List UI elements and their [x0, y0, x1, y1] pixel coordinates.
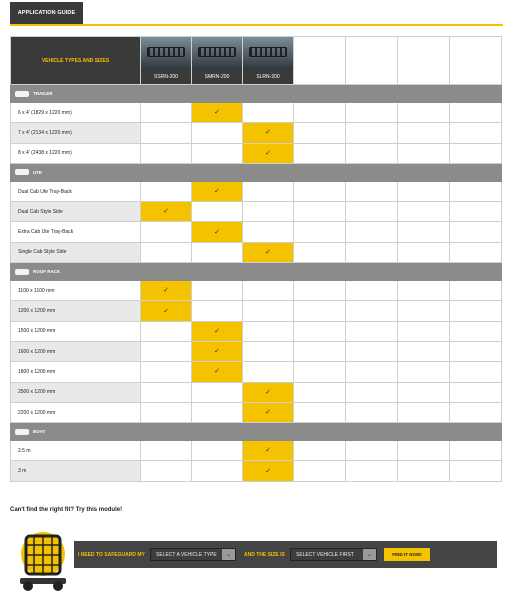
section-inner	[11, 169, 501, 175]
check-icon: ✓	[265, 467, 271, 475]
empty-cell	[294, 402, 346, 422]
empty-cell	[346, 181, 398, 201]
empty-cell	[294, 242, 346, 262]
empty-cell	[398, 382, 450, 402]
check-icon: ✓	[214, 348, 220, 356]
empty-cell	[141, 143, 192, 163]
empty-cell	[398, 461, 450, 481]
empty-cell	[346, 143, 398, 163]
section-inner	[11, 429, 501, 435]
empty-cell	[294, 321, 346, 341]
empty-cell	[192, 301, 243, 321]
tab-application-guide[interactable]: APPLICATION GUIDE	[10, 2, 83, 24]
product-ssrn[interactable]: SSRN-200	[141, 37, 192, 85]
empty-cell	[346, 123, 398, 143]
finder-middle: AND THE SIZE IS	[244, 551, 285, 558]
table-row	[11, 402, 502, 422]
empty-cell	[141, 341, 192, 361]
check-icon: ✓	[265, 129, 271, 137]
finder-prefix: I NEED TO SAFEGUARD MY	[78, 551, 145, 558]
row-label: 6 x 4' (1829 x 1220 mm)	[11, 103, 141, 123]
empty-cell	[398, 242, 450, 262]
empty-cell	[141, 362, 192, 382]
empty-cell	[141, 222, 192, 242]
row-label: Single Cab Style Side	[11, 242, 141, 262]
empty-cell	[346, 321, 398, 341]
table-row	[11, 202, 502, 222]
empty-cell	[141, 181, 192, 201]
section-header	[11, 423, 502, 441]
empty-cell	[192, 242, 243, 262]
empty-cell	[141, 461, 192, 481]
empty-cell	[192, 202, 243, 222]
row-label: 1500 x 1200 mm	[11, 321, 141, 341]
table-row	[11, 461, 502, 481]
table-row	[11, 362, 502, 382]
empty-cell	[294, 222, 346, 242]
empty-cell	[398, 321, 450, 341]
empty-cell	[398, 222, 450, 242]
empty-cell	[294, 181, 346, 201]
empty-cell	[450, 181, 502, 201]
row-label: 3 m	[11, 461, 141, 481]
empty-cell	[294, 281, 346, 301]
empty-cell	[398, 202, 450, 222]
empty-cell	[243, 321, 294, 341]
row-label: 1200 x 1200 mm	[11, 301, 141, 321]
section-header	[11, 163, 502, 181]
section-row	[11, 263, 502, 281]
fit-cell	[192, 321, 243, 341]
empty-cell	[450, 301, 502, 321]
empty-cell	[243, 222, 294, 242]
empty-cell	[398, 281, 450, 301]
vehicle-icon	[15, 429, 29, 435]
vehicle-icon	[15, 269, 29, 275]
row-label: 7 x 4' (2134 x 1220 mm)	[11, 123, 141, 143]
fit-cell	[141, 281, 192, 301]
empty-cell	[192, 461, 243, 481]
chevron-down-icon: ⌄	[222, 549, 235, 560]
empty-cell	[450, 281, 502, 301]
fit-cell	[192, 103, 243, 123]
empty-cell	[450, 362, 502, 382]
fit-cell	[243, 441, 294, 461]
fit-cell	[243, 143, 294, 163]
table-row	[11, 123, 502, 143]
cargo-net-icon	[18, 528, 68, 593]
empty-cell	[398, 402, 450, 422]
row-label: Dual Cab Style Side	[11, 202, 141, 222]
empty-cell	[192, 281, 243, 301]
fit-cell	[243, 461, 294, 481]
fit-cell	[243, 382, 294, 402]
empty-cell	[141, 382, 192, 402]
empty-cell	[450, 143, 502, 163]
empty-cell	[450, 242, 502, 262]
check-icon: ✓	[214, 188, 220, 196]
vehicle-size-value: SELECT VEHICLE FIRST	[296, 551, 354, 558]
empty-cell	[243, 181, 294, 201]
empty-cell	[450, 202, 502, 222]
chevron-down-icon: ⌄	[363, 549, 376, 560]
check-icon: ✓	[214, 228, 220, 236]
check-icon: ✓	[214, 368, 220, 376]
empty-cell	[346, 441, 398, 461]
empty-cell	[243, 202, 294, 222]
product-slrn[interactable]: SLRN-200	[243, 37, 294, 85]
empty-cell	[346, 341, 398, 361]
check-icon: ✓	[214, 327, 220, 335]
empty-cell	[346, 242, 398, 262]
row-label: Dual Cab Ute Tray-Back	[11, 181, 141, 201]
cta-heading: Can't find the right fit? Try this module!	[10, 507, 123, 513]
empty-cell	[398, 181, 450, 201]
empty-cell	[294, 143, 346, 163]
empty-cell	[346, 362, 398, 382]
empty-cell	[346, 202, 398, 222]
check-icon: ✓	[265, 149, 271, 157]
empty-cell	[192, 123, 243, 143]
section-inner	[11, 269, 501, 275]
empty-cell	[346, 461, 398, 481]
empty-cell	[450, 222, 502, 242]
product-smrn[interactable]: SMRN-200	[192, 37, 243, 85]
empty-cell	[192, 441, 243, 461]
section-label: BOAT	[33, 429, 46, 435]
empty-cell	[192, 402, 243, 422]
empty-cell	[398, 143, 450, 163]
row-label: 1800 x 1200 mm	[11, 362, 141, 382]
row-label: 2500 x 1200 mm	[11, 382, 141, 402]
empty-cell	[243, 281, 294, 301]
product-image	[141, 37, 191, 71]
vehicle-type-value: SELECT A VEHICLE TYPE	[156, 551, 217, 558]
check-icon: ✓	[163, 287, 169, 295]
empty-cell	[141, 103, 192, 123]
table-row	[11, 341, 502, 361]
empty-cell	[346, 301, 398, 321]
empty-cell	[141, 321, 192, 341]
empty-cell	[294, 123, 346, 143]
product-image	[192, 37, 242, 71]
empty-cell	[294, 103, 346, 123]
row-label: 1600 x 1200 mm	[11, 341, 141, 361]
empty-cell	[450, 37, 502, 85]
table-row	[11, 242, 502, 262]
row-label: 2.5 m	[11, 441, 141, 461]
check-icon: ✓	[265, 409, 271, 416]
check-icon: ✓	[265, 447, 271, 455]
table-row	[11, 222, 502, 242]
section-row	[11, 423, 502, 441]
section-label: ROOF RACK	[33, 269, 61, 275]
table-row	[11, 103, 502, 123]
vehicle-size-select[interactable]	[290, 548, 377, 561]
empty-cell	[294, 202, 346, 222]
fit-cell	[141, 301, 192, 321]
empty-cell	[398, 103, 450, 123]
empty-cell	[450, 382, 502, 402]
empty-cell	[450, 103, 502, 123]
section-inner	[11, 91, 501, 97]
empty-cell	[141, 441, 192, 461]
vehicle-icon	[15, 91, 29, 97]
check-icon: ✓	[163, 307, 169, 315]
fit-cell	[192, 181, 243, 201]
empty-cell	[450, 402, 502, 422]
table-row	[11, 441, 502, 461]
empty-cell	[294, 37, 346, 85]
empty-cell	[243, 103, 294, 123]
empty-cell	[346, 37, 398, 85]
tab-bar	[10, 2, 503, 26]
header-row	[11, 37, 502, 85]
empty-cell	[398, 362, 450, 382]
section-header	[11, 263, 502, 281]
row-label: 1100 x 1100 mm	[11, 281, 141, 301]
empty-cell	[141, 242, 192, 262]
fit-cell	[141, 202, 192, 222]
empty-cell	[192, 382, 243, 402]
check-icon: ✓	[265, 388, 271, 396]
empty-cell	[398, 123, 450, 143]
empty-cell	[294, 341, 346, 361]
section-row	[11, 85, 502, 103]
empty-cell	[294, 441, 346, 461]
empty-cell	[450, 461, 502, 481]
header-title: VEHICLE TYPES AND SIZES	[11, 37, 141, 85]
finder-bar	[74, 541, 497, 568]
empty-cell	[450, 321, 502, 341]
fit-cell	[192, 341, 243, 361]
empty-cell	[346, 402, 398, 422]
section-header	[11, 85, 502, 103]
check-icon: ✓	[163, 208, 169, 216]
table-row	[11, 181, 502, 201]
section-label: TRAILER	[33, 91, 53, 96]
empty-cell	[294, 382, 346, 402]
fit-cell	[243, 242, 294, 262]
empty-cell	[192, 143, 243, 163]
check-icon: ✓	[214, 109, 220, 117]
empty-cell	[243, 341, 294, 361]
fit-cell	[192, 362, 243, 382]
vehicle-icon	[15, 169, 29, 175]
row-label: 8 x 4' (2438 x 1220 mm)	[11, 143, 141, 163]
table-row	[11, 301, 502, 321]
fit-cell	[192, 222, 243, 242]
empty-cell	[294, 362, 346, 382]
fit-cell	[243, 402, 294, 422]
section-row	[11, 163, 502, 181]
empty-cell	[398, 441, 450, 461]
application-guide-table	[10, 36, 502, 482]
find-it-now-button[interactable]: FIND IT NOW!	[384, 548, 430, 561]
empty-cell	[346, 382, 398, 402]
section-label: UTE	[33, 169, 42, 175]
row-label: 2200 x 1200 mm	[11, 402, 141, 422]
empty-cell	[243, 362, 294, 382]
vehicle-type-select[interactable]	[150, 548, 236, 561]
empty-cell	[346, 103, 398, 123]
product-image	[243, 37, 293, 71]
empty-cell	[450, 441, 502, 461]
empty-cell	[141, 123, 192, 143]
check-icon: ✓	[265, 248, 271, 256]
fit-cell	[243, 123, 294, 143]
empty-cell	[398, 341, 450, 361]
empty-cell	[346, 222, 398, 242]
table-row	[11, 321, 502, 341]
empty-cell	[398, 37, 450, 85]
table-row	[11, 281, 502, 301]
empty-cell	[398, 301, 450, 321]
empty-cell	[294, 461, 346, 481]
empty-cell	[450, 341, 502, 361]
empty-cell	[141, 402, 192, 422]
table-row	[11, 143, 502, 163]
table-row	[11, 382, 502, 402]
empty-cell	[294, 301, 346, 321]
row-label: Extra Cab Ute Tray-Back	[11, 222, 141, 242]
empty-cell	[243, 301, 294, 321]
empty-cell	[450, 123, 502, 143]
empty-cell	[346, 281, 398, 301]
